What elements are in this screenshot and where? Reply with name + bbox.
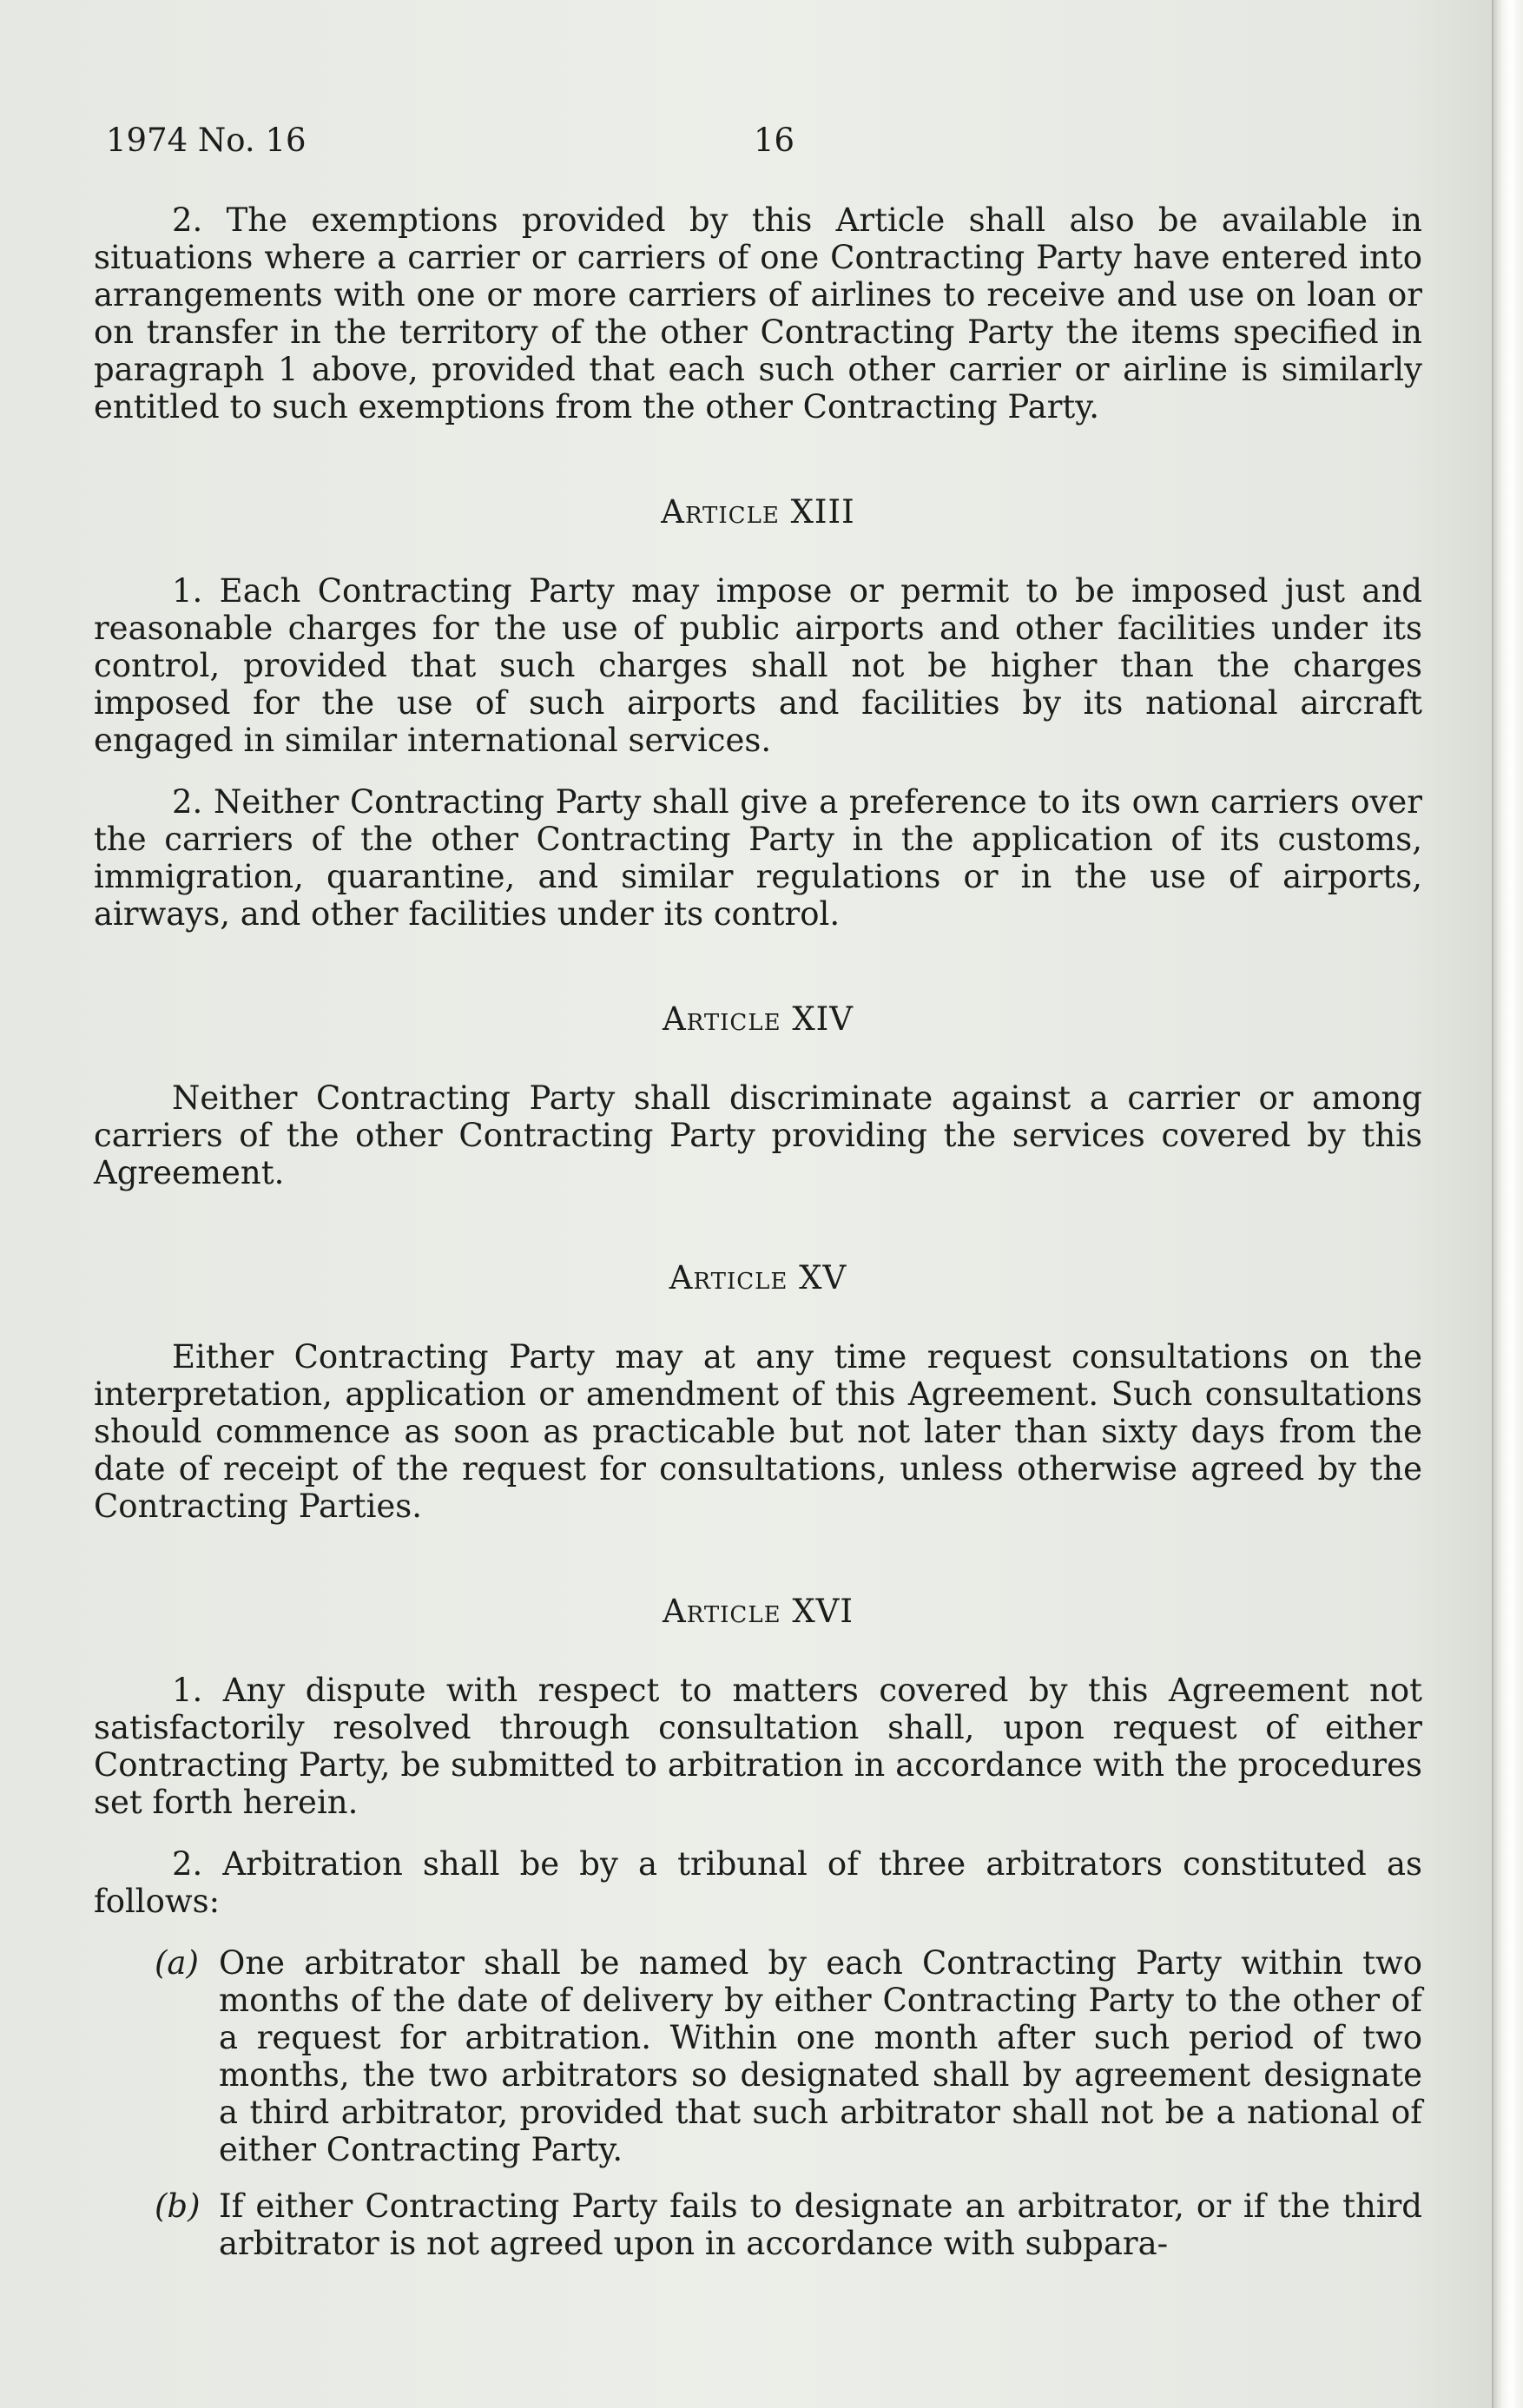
subparagraph-label: (a) (155, 1944, 199, 1982)
article-xv-paragraph: Either Contracting Party may at any time request consultations on the interpretation, application or amendment of this Agreement. Such consultations should commence as soon as practicable but not later than sixty days from the date of receipt of the request for consultations, unless otherwise agreed by the Contracting Parties. (94, 1338, 1422, 1525)
article-xvi-heading: Article XVI (662, 1593, 854, 1630)
article-xiii-heading: Article XIII (661, 493, 855, 531)
article-xv-heading: Article XV (669, 1259, 847, 1296)
article-xiii-paragraph-2: 2. Neither Contracting Party shall give a preference to its own carriers over the carriers of the other Contracting Party in the application of its customs, immigration, quarantine, and similar regulations or in the use of airports, airways, and other facilities under its control. (94, 783, 1422, 933)
article-xiv-paragraph: Neither Contracting Party shall discriminate against a carrier or among carriers of the other Contracting Party providing the services covered by this Agreement. (94, 1079, 1422, 1191)
article-xiv-heading: Article XIV (662, 1000, 854, 1038)
article-xiii-paragraph-1: 1. Each Contracting Party may impose or permit to be imposed just and reasonable charges for the use of public airports and other facilities under its control, provided that such charges shall not be higher than the charges imposed for the use of such airports and facilities by its national aircraft engaged in similar international services. (94, 572, 1422, 759)
article-xvi-subparagraph-b (155, 2187, 1422, 2262)
subparagraph-text: If either Contracting Party fails to designate an arbitrator, or if the third arbitrator is not agreed upon in accordance with subpara- (219, 2187, 1422, 2262)
book-binding-edge (1492, 0, 1523, 2408)
page-content (94, 122, 1422, 2281)
document-reference: 1974 No. 16 (106, 122, 307, 159)
article-xvi-paragraph-1: 1. Any dispute with respect to matters covered by this Agreement not satisfactorily resolved through consultation shall, upon request of either Contracting Party, be submitted to arbitration in accordance with the procedures set forth herein. (94, 1672, 1422, 1821)
article-xvi-paragraph-2: 2. Arbitration shall be by a tribunal of three arbitrators constituted as follows: (94, 1845, 1422, 1920)
subparagraph-label: (b) (155, 2187, 201, 2225)
subparagraph-text: One arbitrator shall be named by each Contracting Party within two months of the date of delivery by either Contracting Party to the other of a request for arbitration. Within one month after such period of two months, the two arbitrators so designated shall by agreement designate a third arbitrator, provided that such arbitrator shall not be a national of either Contracting Party. (219, 1944, 1422, 2168)
page-header (94, 122, 1422, 165)
page-number: 16 (754, 122, 795, 159)
paragraph-exemptions: 2. The exemptions provided by this Article shall also be available in situations where a carrier or carriers of one Contracting Party have entered into arrangements with one or more carriers of airlines to receive and use on loan or on transfer in the territory of the other Contracting Party the items specified in paragraph 1 above, provided that each such other carrier or airline is similarly entitled to such exemptions from the other Contracting Party. (94, 201, 1422, 426)
article-xvi-subparagraph-a (155, 1944, 1422, 2168)
